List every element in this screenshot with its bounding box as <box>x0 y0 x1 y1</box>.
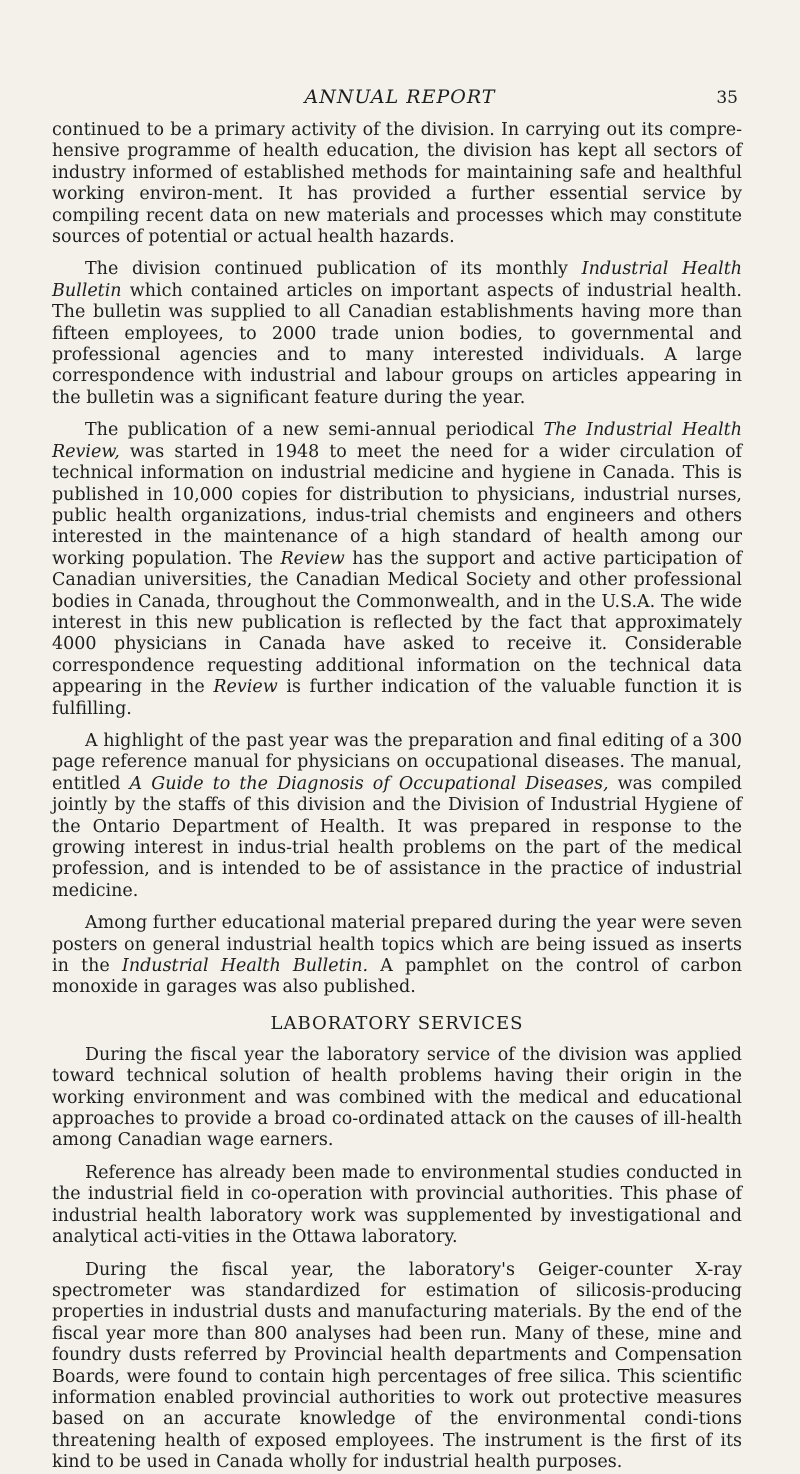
section-heading: LABORATORY SERVICES <box>270 1012 524 1034</box>
paragraph-5: Among further educational material prepared during the year were seven posters on general industrial health topics which are being issued as inserts in the Industrial Health Bulletin. A pamphlet on the control of carbon monoxide in garages was also published. <box>52 913 742 998</box>
publication-title: Industrial Health Bulletin. <box>121 956 369 977</box>
paragraph-1: continued to be a primary activity of the division. In carrying out its compre-hensive programme of health education, the division has kept all sectors of industry informed of established methods for maintaining safe and healthful working environ-ment. It has provided a further essential service by compiling recent data on new materials and processes which may constitute sources of potential or actual health hazards. <box>52 120 742 248</box>
paragraph-2: The division continued publication of its monthly Industrial Health Bulletin which contained articles on important aspects of industrial health. The bulletin was supplied to all Canadian establishments having more than fifteen employees, to 2000 trade union bodies, to governmental and professional agencies and to many interested individuals. A large correspondence with industrial and labour groups on articles appearing in the bulletin was a significant feature during the year. <box>52 259 743 408</box>
page-body <box>52 120 742 1474</box>
paragraph-4: A highlight of the past year was the preparation and final editing of a 300 page reference manual for physicians on occupational diseases. The manual, entitled A Guide to the Diagnosis of Occupational Diseases, was compiled jointly by the staffs of this division and the Division of Industrial Hygiene of the Ontario Department of Health. It was prepared in response to the growing interest in indus-trial health problems on the part of the medical profession, and is intended to be of assistance in the practice of industrial medicine. <box>52 730 743 901</box>
page-number: 35 <box>716 88 738 108</box>
paragraph-7: Reference has already been made to environmental studies conducted in the industrial field in co-operation with provincial authorities. This phase of industrial health laboratory work was supplemented by investigational and analytical acti-vities in the Ottawa laboratory. <box>52 1162 742 1248</box>
paragraph-6: During the fiscal year the laboratory service of the division was applied toward technical solution of health problems having their origin in the working environment and was combined with the medical and educational approaches to provide a broad co-ordinated attack on the causes of ill-health among Canadian wage earners. <box>52 1044 742 1151</box>
publication-title: Industrial Health Bulletin <box>52 259 743 301</box>
running-title: ANNUAL REPORT <box>304 86 496 108</box>
page-header <box>0 86 800 114</box>
paragraph-3: The publication of a new semi-annual periodical The Industrial Health Review, was started in 1948 to meet the need for a wider circulation of technical information on industrial medicine and hygiene in Canada. This is published in 10,000 copies for distribution to physicians, industrial nurses, public health organizations, indus-trial chemists and engineers and others interested in the maintenance of a high standard of health among our working population. The Review has the support and active participation of Canadian universities, the Canadian Medical Society and other professional bodies in Canada, throughout the Commonwealth, and in the U.S.A. The wide interest in this new publication is reflected by the fact that approximately 4000 physicians in Canada have asked to receive it. Considerable correspondence requesting additional information on the technical data appearing in the Review is further indication of the valuable function it is fulfilling. <box>52 420 743 719</box>
paragraph-8: During the fiscal year, the laboratory's Geiger-counter X-ray spectrometer was standardized for estimation of silicosis-producing properties in industrial dusts and manufacturing materials. By the end of the fiscal year more than 800 analyses had been run. Many of these, mine and foundry dusts referred by Provincial health departments and Compensation Boards, were found to contain high percentages of free silica. This scientific information enabled provincial authorities to work out protective measures based on an accurate knowledge of the environmental condi-tions threatening health of exposed employees. The instrument is the first of its kind to be used in Canada wholly for industrial health purposes. <box>52 1259 742 1473</box>
publication-title: The Industrial Health Review, <box>52 420 742 462</box>
publication-title: A Guide to the Diagnosis of Occupational Diseases, <box>129 773 609 794</box>
